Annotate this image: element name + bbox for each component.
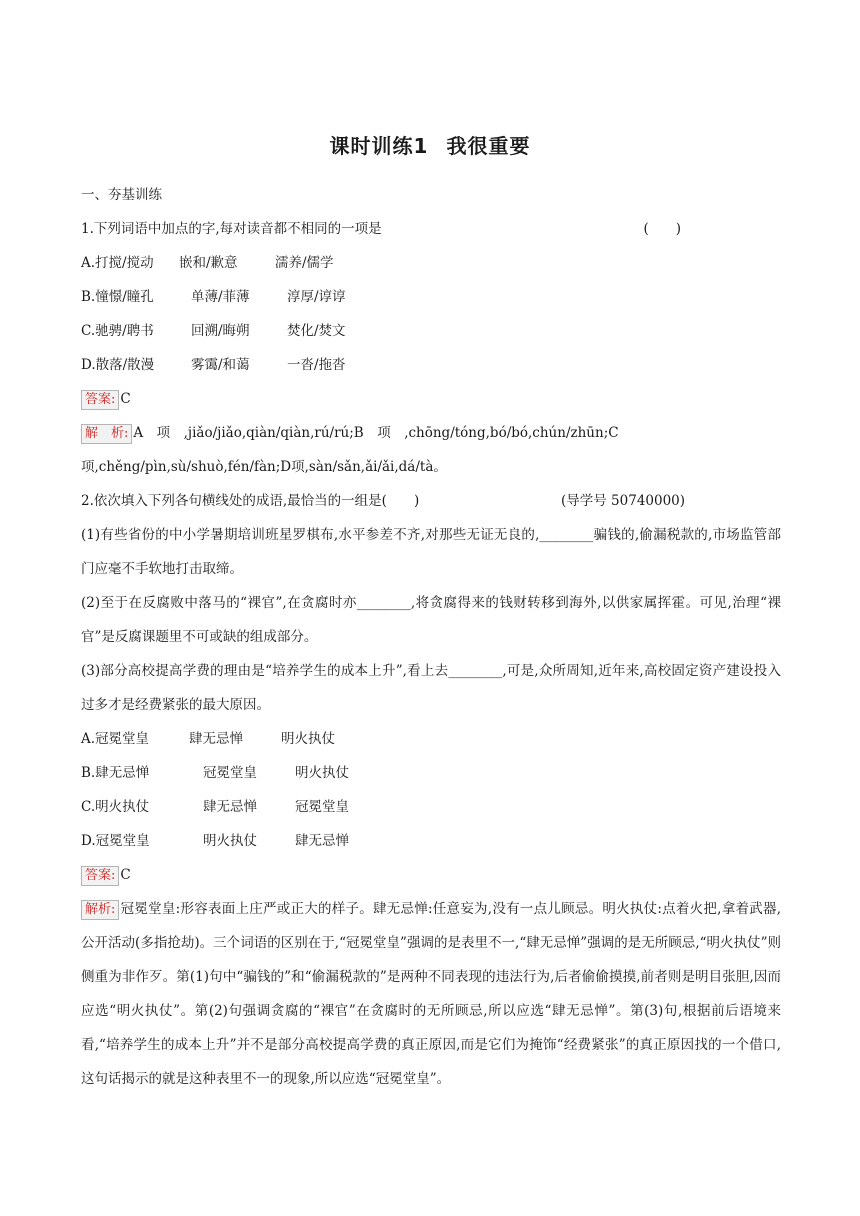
answer-tag: 答案:: [81, 390, 119, 410]
question-2-stem: [81, 484, 781, 518]
question-2-option-c: [81, 790, 781, 824]
question-1-analysis-line2: 项,chěng/pìn,sù/shuò,fén/fàn;D项,sàn/sǎn,ǎi/ǎi,dá/tà。: [81, 459, 447, 475]
analysis-text: 冠冕堂皇:形容表面上庄严或正大的样子。肆无忌惮:任意妄为,没有一点儿顾忌。明火执仗:点着火把,拿着武器,公开活动(多指抢劫)。三个词语的区别在于,“冠冕堂皇”强调的是表里不一,“肆无忌惮”强调的是无所顾忌,“明火执仗”则侧重为非作歹。第(1)句中“骗钱的”和“偷漏税款的”是两种不同表现的违法行为,后者偷偷摸摸,前者则是明目张胆,因而应选“明火执仗”。第(2)句强调贪腐的“裸官”在贪腐时的无所顾忌,所以应选“肆无忌惮”。第(3)句,根据前后语境来看,“培养学生的成本上升”并不是部分高校提高学费的真正原因,而是它们为掩饰“经费紧张”的真正原因找的一个借口,这句话揭示的就是这种表里不一的现象,所以应选“冠冕堂皇”。: [81, 901, 781, 1087]
analysis-tag: 解析:: [81, 900, 119, 920]
question-1-analysis-line1: [81, 416, 781, 450]
answer-value: C: [120, 867, 131, 883]
option-word: B.憧憬/瞳孔: [81, 289, 154, 305]
question-2-sentence-2: (2)至于在反腐败中落马的“裸官”,在贪腐时亦________,将贪腐得来的钱财转移到海外,以供家属挥霍。可见,治理“裸官”是反腐课题里不可或缺的组成部分。: [81, 595, 781, 645]
answer-blank: ( ): [643, 221, 681, 237]
question-1-option-c: [81, 314, 781, 348]
question-2-answer: [81, 858, 781, 892]
option-word: D.散落/散漫: [81, 357, 155, 373]
question-2-analysis: [81, 892, 781, 1096]
option-word: 回溯/晦朔: [191, 323, 250, 339]
question-1-option-d: [81, 348, 781, 382]
option-word: 嵌和/歉意: [179, 255, 238, 271]
option-word: 濡养/儒学: [275, 255, 334, 271]
option-word: 淳厚/谆谆: [287, 289, 346, 305]
option-word: 肆无忌惮: [189, 731, 243, 747]
page-title: [0, 130, 860, 159]
option-word: 明火执仗: [281, 731, 335, 747]
option-word: 冠冕堂皇: [295, 799, 349, 815]
option-word: D.冠冕堂皇: [81, 833, 150, 849]
answer-tag: 答案:: [81, 866, 119, 886]
option-word: 雾霭/和蔼: [191, 357, 250, 373]
question-1-stem: [81, 212, 781, 246]
option-word: C.明火执仗: [81, 799, 150, 815]
reference-number: (导学号 50740000): [561, 493, 686, 509]
title-topic: 我很重要: [446, 134, 531, 158]
option-word: A.冠冕堂皇: [81, 731, 150, 747]
question-1-option-b: [81, 280, 781, 314]
option-word: 明火执仗: [295, 765, 349, 781]
question-1-answer: [81, 382, 781, 416]
option-word: 单薄/菲薄: [191, 289, 250, 305]
question-2-option-d: [81, 824, 781, 858]
question-2-option-b: [81, 756, 781, 790]
title-lesson: 课时训练1: [329, 134, 429, 158]
option-word: 肆无忌惮: [295, 833, 349, 849]
content: [81, 178, 781, 1096]
section-heading: 一、夯基训练: [81, 187, 162, 203]
option-word: 冠冕堂皇: [203, 765, 257, 781]
option-word: 肆无忌惮: [203, 799, 257, 815]
analysis-text: A 项 ,jiǎo/jiǎo,qiàn/qiàn,rú/rú;B 项 ,chōng/tóng,bó/bó,chún/zhūn;C: [133, 425, 619, 441]
option-word: 一沓/拖沓: [287, 357, 346, 373]
question-2-sentence-3: (3)部分高校提高学费的理由是“培养学生的成本上升”,看上去________,可是,众所周知,近年来,高校固定资产建设投入过多才是经费紧张的最大原因。: [81, 663, 781, 713]
option-word: 焚化/焚文: [287, 323, 346, 339]
question-2-sentence-1: (1)有些省份的中小学暑期培训班星罗棋布,水平参差不齐,对那些无证无良的,________骗钱的,偷漏税款的,市场监管部门应毫不手软地打击取缔。: [81, 527, 781, 577]
option-word: A.打搅/搅动: [81, 255, 154, 271]
question-2-text: 2.依次填入下列各句横线处的成语,最恰当的一组是( ): [81, 493, 420, 509]
question-1-text: 1.下列词语中加点的字,每对读音都不相同的一项是: [81, 221, 382, 237]
analysis-tag: 解 析:: [81, 424, 132, 444]
option-word: 明火执仗: [203, 833, 257, 849]
option-word: B.肆无忌惮: [81, 765, 150, 781]
question-1-option-a: [81, 246, 781, 280]
question-2-option-a: [81, 722, 781, 756]
option-word: C.驰骋/聘书: [81, 323, 154, 339]
answer-value: C: [120, 391, 131, 407]
